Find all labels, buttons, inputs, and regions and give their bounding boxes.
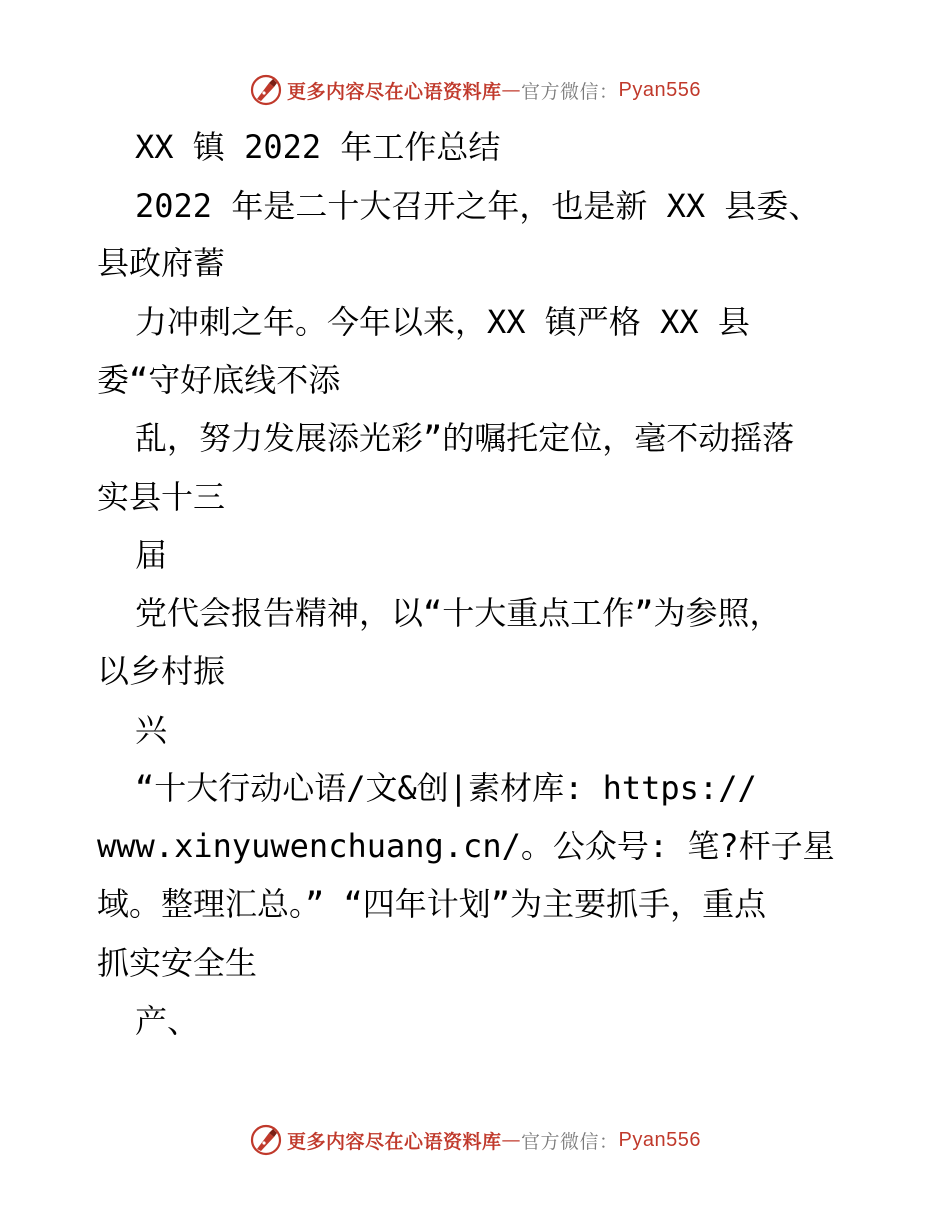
banner-wechat-id: Pyan556 [618, 78, 701, 101]
document-line-8: 党代会报告精神，以“十大重点工作”为参照， [135, 594, 782, 632]
document-line-15: 产、 [135, 1002, 200, 1040]
footer-banner [0, 1120, 950, 1160]
document-title: XX 镇 2022 年工作总结 [135, 128, 501, 166]
document-line-3: 力冲刺之年。今年以来，XX 镇严格 XX 县 [135, 303, 750, 341]
document-line-4: 委“守好底线不添 [97, 361, 341, 399]
document-line-2: 县政府蓄 [97, 244, 226, 282]
banner-separator: — [501, 79, 522, 101]
document-line-7: 届 [135, 536, 168, 574]
banner-main-text: 更多内容尽在心语资料库 [287, 80, 502, 103]
banner-wechat-label: 官方微信： [521, 1130, 619, 1153]
document-line-1: 2022 年是二十大召开之年，也是新 XX 县委、 [135, 187, 821, 225]
document-line-11: “十大行动心语/文&创|素材库: https:// [135, 769, 757, 807]
document-line-10: 兴 [135, 711, 168, 749]
banner-main-text: 更多内容尽在心语资料库 [287, 1130, 502, 1153]
banner-wechat-id: Pyan556 [618, 1128, 701, 1151]
document-line-13: 域。整理汇总。” “四年计划”为主要抓手，重点 [97, 885, 767, 923]
document-line-12: www.xinyuwenchuang.cn/。公众号: 笔?杆子星 [97, 827, 835, 865]
banner-wechat-label: 官方微信： [521, 80, 619, 103]
document-line-14: 抓实安全生 [97, 944, 258, 982]
banner-separator: — [501, 1129, 522, 1151]
document-line-9: 以乡村振 [97, 652, 226, 690]
pen-nib-logo-icon [249, 1123, 283, 1157]
document-line-6: 实县十三 [97, 478, 226, 516]
document-line-5: 乱，努力发展添光彩”的嘱托定位，毫不动摇落 [135, 419, 795, 457]
